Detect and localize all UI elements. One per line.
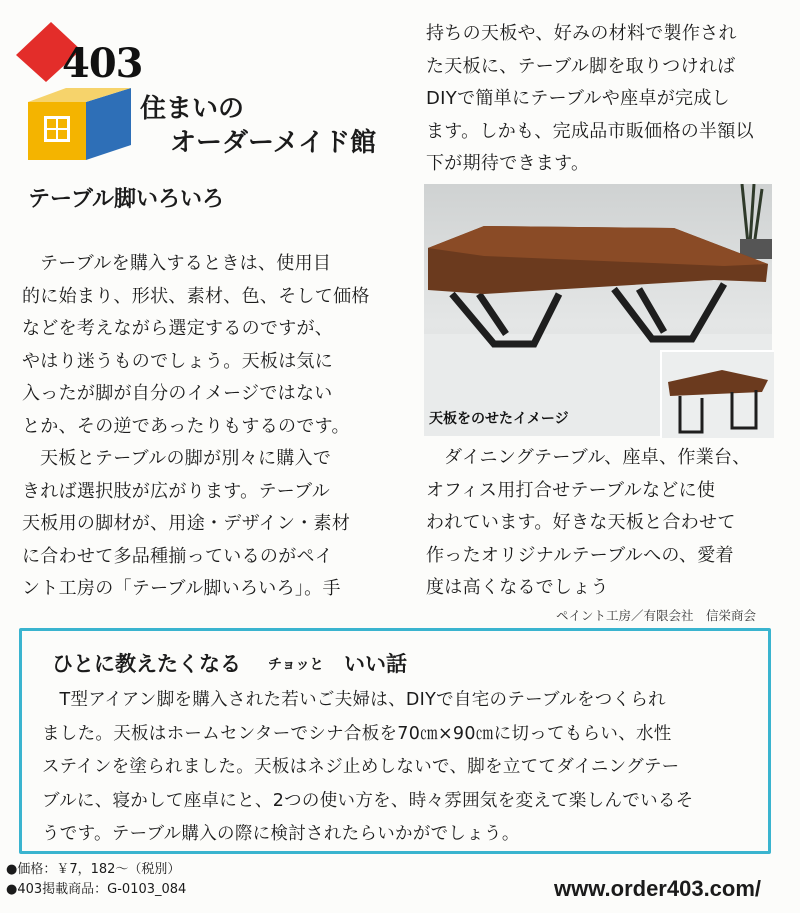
text-line: テーブルを購入するときは、使用目 xyxy=(40,253,332,274)
text-line: ました。天板はホームセンターでシナ合板を70㎝×90㎝に切ってもらい、水性 xyxy=(42,723,672,744)
plant-icon xyxy=(740,184,772,259)
text-line: 持ちの天板や、好みの材料で製作され xyxy=(426,23,737,44)
text-line: た天板に、テーブル脚を取りつければ xyxy=(426,55,736,77)
window-icon xyxy=(44,116,70,142)
brand-tagline-line1: 住まいの xyxy=(140,94,245,124)
text-line: などを考えながら選定するのですが、 xyxy=(22,318,334,339)
text-line: うです。テーブル購入の際に検討されたらいかがでしょう。 xyxy=(42,824,520,844)
text-line: ます。しかも、完成品市販価格の半額以 xyxy=(426,120,754,142)
article-heading: テーブル脚いろいろ xyxy=(28,187,225,212)
text-line: 的に始まり、形状、素材、色、そして価格 xyxy=(22,285,370,307)
logo-403-house xyxy=(6,10,156,170)
tip-title-small: チョッと xyxy=(268,657,324,673)
text-line: T型アイアン脚を購入された若いご夫婦は、DIYで自宅のテーブルをつくられ xyxy=(59,690,666,710)
text-line: 度は高くなるでしょう xyxy=(426,577,609,598)
item-code: ●403掲載商品：G-0103_084 xyxy=(6,882,187,897)
text-line: ント工房の「テーブル脚いろいろ」。手 xyxy=(22,578,341,599)
photo-caption: 天板をのせたイメージ xyxy=(429,411,569,427)
text-line: とか、その逆であったりもするのです。 xyxy=(22,415,350,437)
text-line: 天板用の脚材が、用途・デザイン・素材 xyxy=(22,513,351,534)
text-line: われています。好きな天板と合わせて xyxy=(426,512,736,533)
text-line: 作ったオリジナルテーブルへの、愛着 xyxy=(426,544,734,566)
text-line: ステインを塗られました。天板はネジ止めしないで、脚を立ててダイニングテー xyxy=(42,757,680,777)
text-line: やはり迷うものでしょう。天板は気に xyxy=(22,350,334,372)
tip-title: ひとに教えたくなる xyxy=(52,652,241,676)
price-info: ●価格：￥7，182～（税別） xyxy=(6,862,181,877)
text-line: 入ったが脚が自分のイメージではない xyxy=(22,383,333,404)
tip-title-end: いい話 xyxy=(344,652,407,676)
article-right-bottom xyxy=(426,442,786,605)
tip-body xyxy=(42,684,762,852)
text-line: ブルに、寝かして座卓にと、2つの使い方を、時々雰囲気を変えて楽しんでいるそ xyxy=(42,790,694,811)
brand-tagline-line2: オーダーメイド館 xyxy=(170,128,377,158)
text-line: ダイニングテーブル、座卓、作業台、 xyxy=(444,447,751,468)
text-line: DIYで簡単にテーブルや座卓が完成し xyxy=(426,88,730,109)
article-credit: ペイント工房／有限会社 信栄商会 xyxy=(556,608,757,623)
website-link[interactable]: www.order403.com/ xyxy=(554,876,762,901)
text-line: きれば選択肢が広がります。テーブル xyxy=(22,480,331,502)
table-photo-inset xyxy=(660,350,774,438)
inset-illustration xyxy=(662,352,774,438)
text-line: 下が期待できます。 xyxy=(426,153,590,174)
logo-number: 403 xyxy=(62,40,143,87)
text-line: に合わせて多品種揃っているのがペイ xyxy=(22,545,334,567)
text-line: 天板とテーブルの脚が別々に購入で xyxy=(40,448,332,469)
article-left-column xyxy=(22,248,384,606)
article-right-top xyxy=(426,18,786,181)
text-line: オフィス用打合せテーブルなどに使 xyxy=(426,479,716,501)
